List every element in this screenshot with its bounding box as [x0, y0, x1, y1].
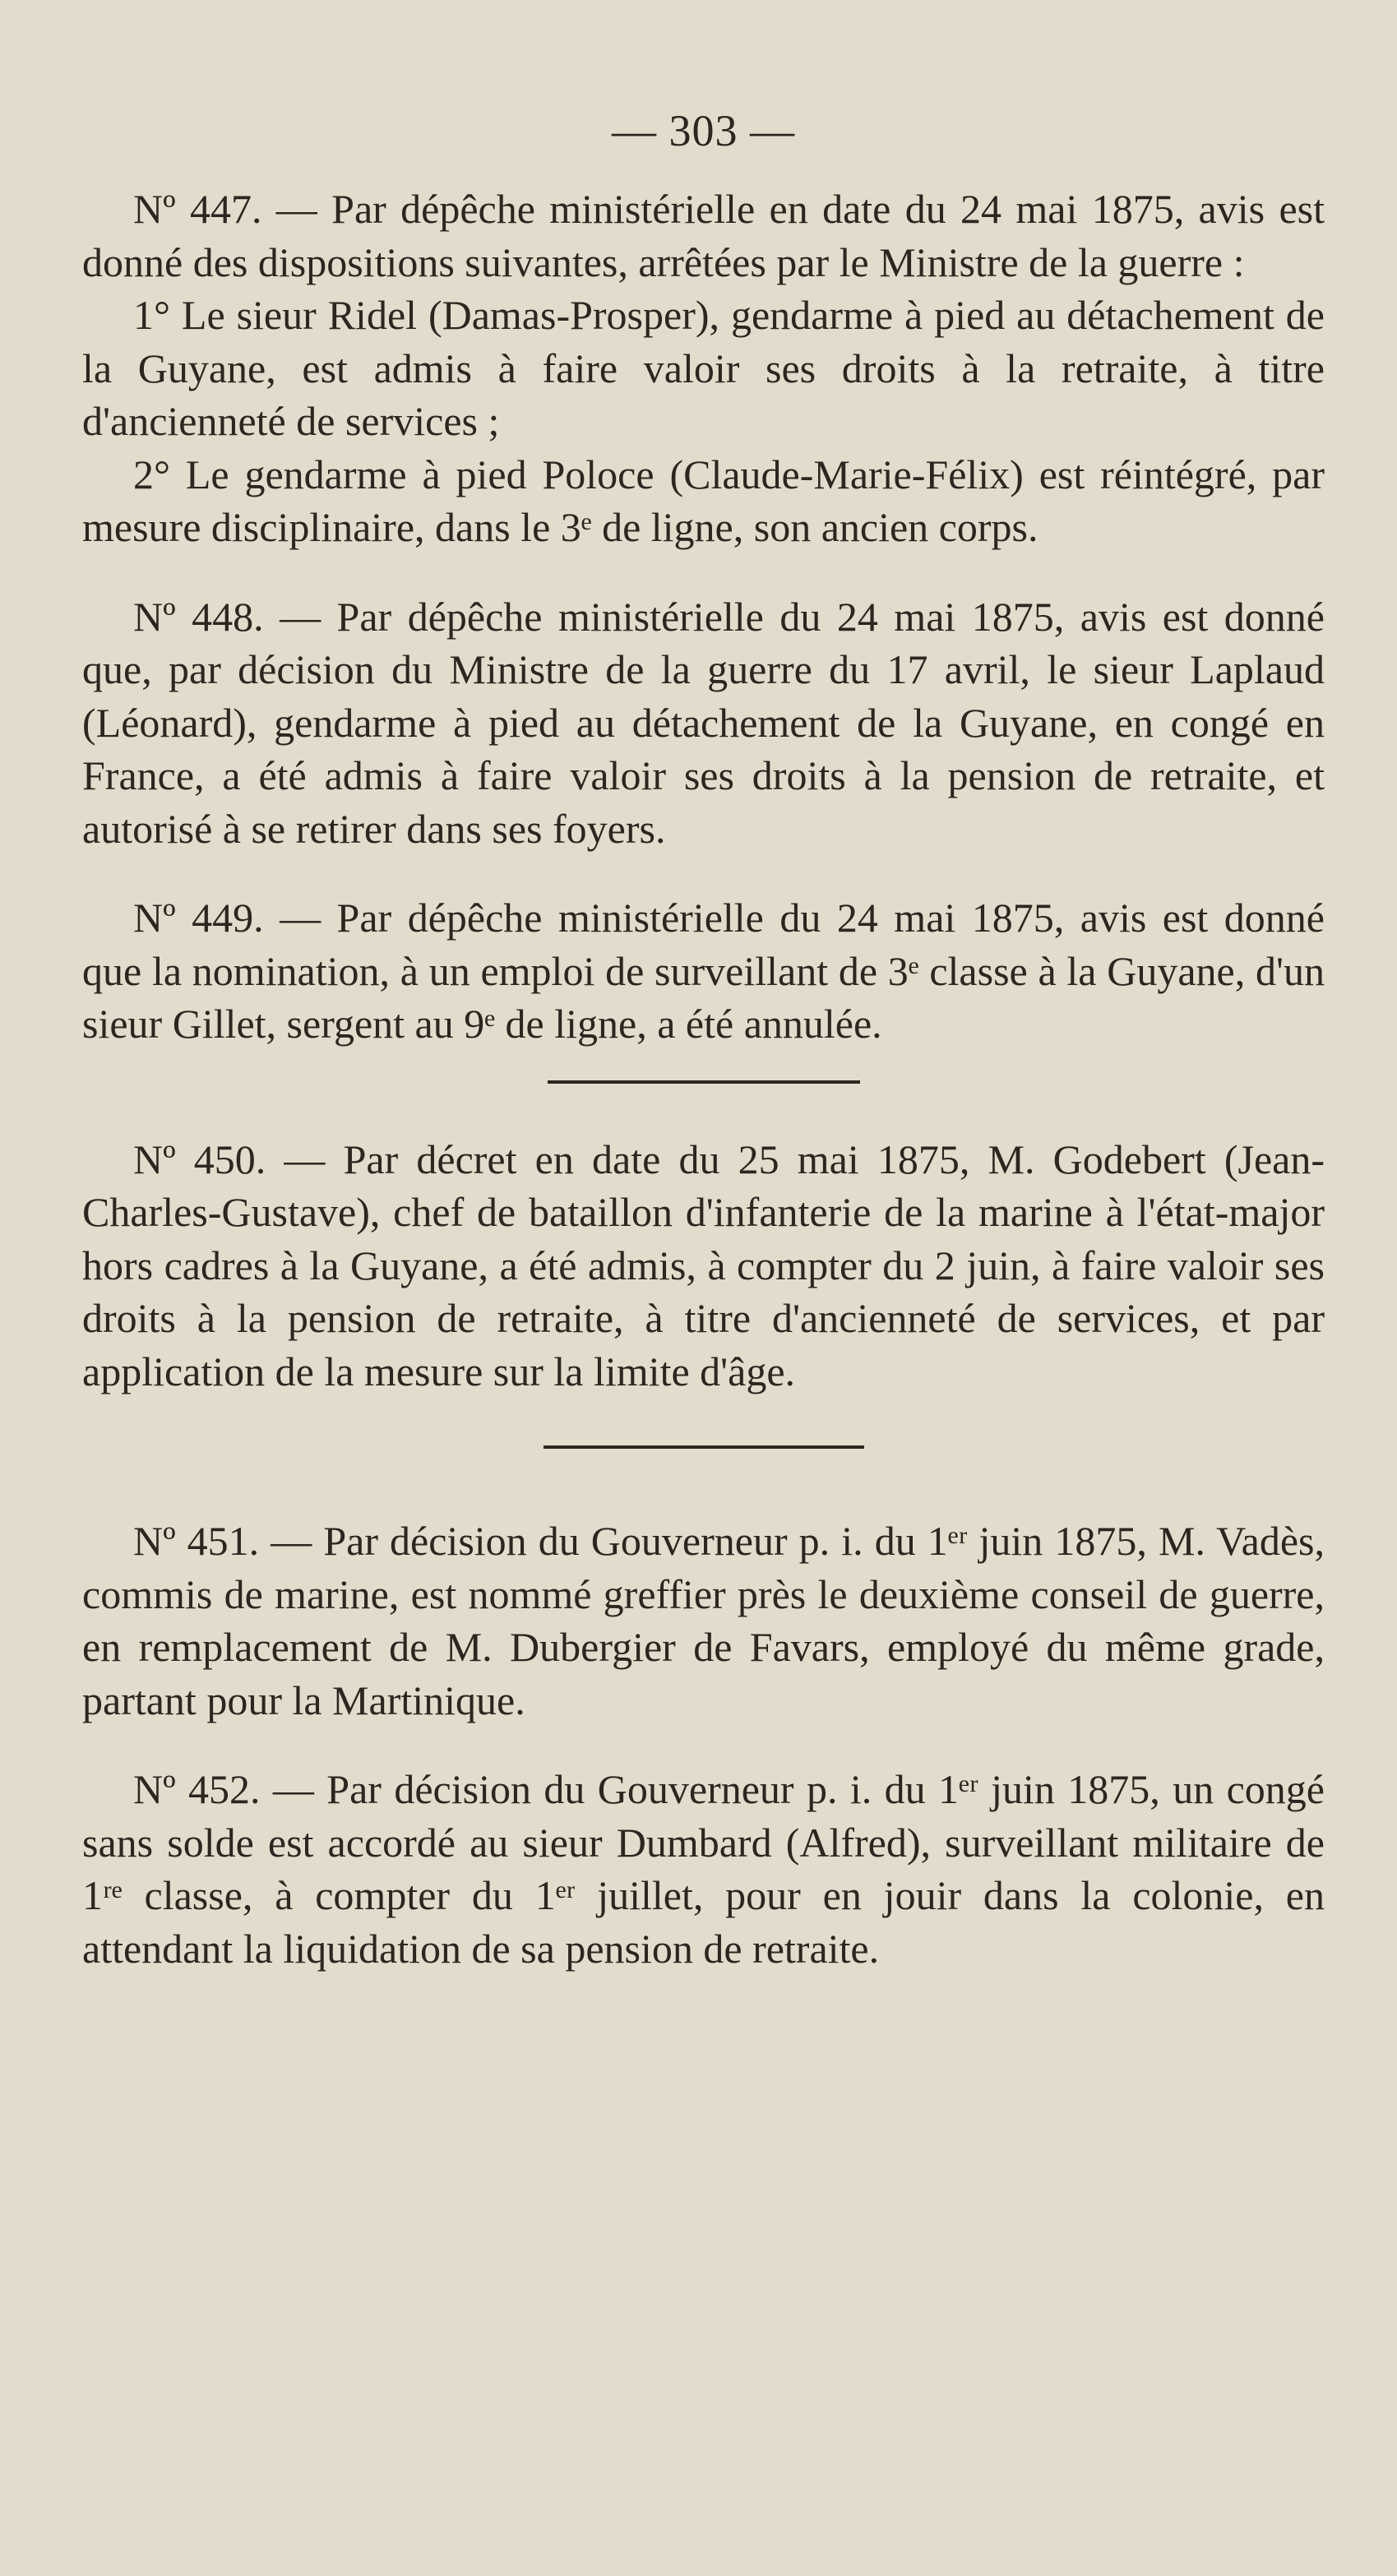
entry-447-intro: Nº 447. — Par dépêche ministérielle en date du 24 mai 1875, avis est donné des dispositions suivantes, arrêtées par le Ministre de la guerre : — [82, 186, 1325, 285]
entry-449 — [82, 891, 1325, 1051]
spacer — [82, 554, 1325, 590]
entry-452 — [82, 1763, 1325, 1975]
entry-451-text: Nº 451. — Par décision du Gouverneur p. i. du 1ᵉʳ juin 1875, M. Vadès, commis de marine, est nommé greffier près le deuxième conseil de guerre, en remplacement de M. Dubergier de Favars, employé du même grade, partant pour la Martinique. — [82, 1518, 1325, 1723]
entry-447-item-1: 1° Le sieur Ridel (Damas-Prosper), gendarme à pied au détachement de la Guyane, est admis à faire valoir ses droits à la retraite, à titre d'ancienneté de services ; — [82, 292, 1325, 444]
section-divider — [544, 1445, 864, 1449]
page-number: — 303 — — [612, 106, 795, 155]
entry-448 — [82, 590, 1325, 856]
entry-447-item-2: 2° Le gendarme à pied Poloce (Claude-Marie-Félix) est réintégré, par mesure disciplinaire, dans le 3ᵉ de ligne, son ancien corps. — [82, 451, 1325, 550]
entry-450-text: Nº 450. — Par décret en date du 25 mai 1875, M. Godebert (Jean-Charles-Gustave), chef de bataillon d'infanterie de la marine à l'état-major hors cadres à la Guyane, a été admis, à compter du 2 juin, à faire valoir ses droits à la pension de retraite, à titre d'ancienneté de services, et par application de la mesure sur la limite d'âge. — [82, 1135, 1325, 1394]
entry-450 — [82, 1133, 1325, 1399]
entry-448-text: Nº 448. — Par dépêche ministérielle du 24 mai 1875, avis est donné que, par décision du Ministre de la guerre du 17 avril, le sieur Laplaud (Léonard), gendarme à pied au détachement de la Guyane, en congé en France, a été admis à faire valoir ses droits à la pension de retraite, et autorisé à se retirer dans ses foyers. — [82, 593, 1325, 852]
entry-447 — [82, 183, 1325, 554]
spacer — [82, 855, 1325, 891]
section-divider — [548, 1080, 860, 1084]
spacer — [82, 1727, 1325, 1763]
entry-451 — [82, 1515, 1325, 1727]
entry-449-text: Nº 449. — Par dépêche ministérielle du 24 mai 1875, avis est donné que la nomination, à un emploi de surveillant de 3ᵉ classe à la Guyane, d'un sieur Gillet, sergent au 9ᵉ de ligne, a été annulée. — [82, 895, 1325, 1047]
entry-452-text: Nº 452. — Par décision du Gouverneur p. i. du 1ᵉʳ juin 1875, un congé sans solde est accordé au sieur Dumbard (Alfred), surveillant militaire de 1ʳᵉ classe, à compter du 1ᵉʳ juillet, pour en jouir dans la colonie, en attendant la liquidation de sa pension de retraite. — [82, 1766, 1325, 1972]
